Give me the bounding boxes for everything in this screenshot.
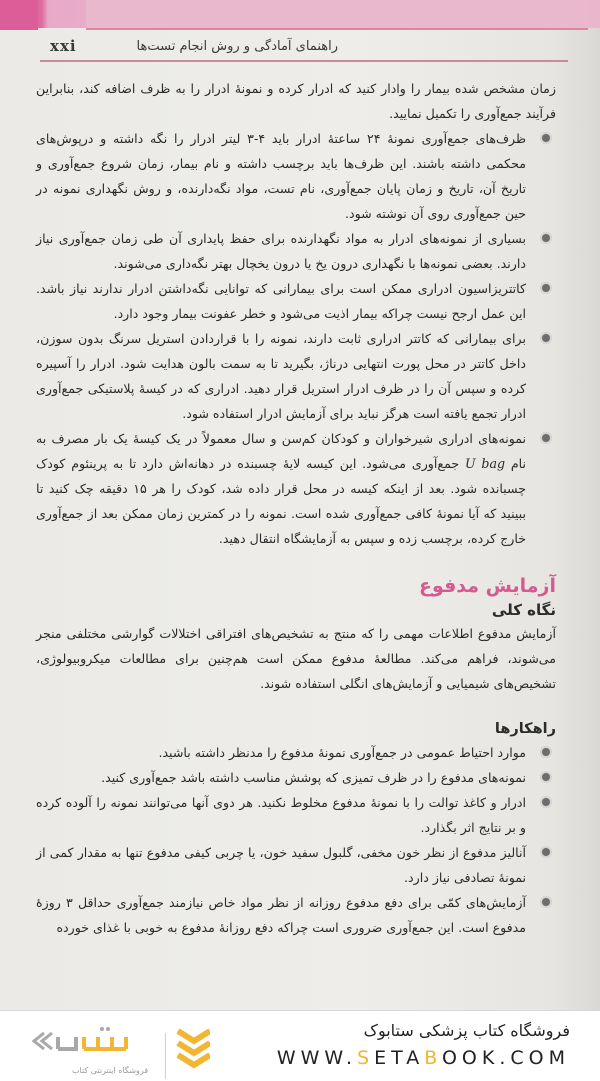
guidelines-heading: راهکارها [494,721,556,737]
page-content [36,76,556,940]
u-bag-term: U bag [464,456,506,471]
list-item: کاتتریزاسیون ادراری ممکن است برای بیمارانی که توانایی نگه‌داشتن ادرار ندارند نیاز باشد. این عمل ارجح نیست چراکه بیمار اذیت می‌شود و خطر عفونت بیمار وجود دارد. [36,276,556,326]
list-item: ظرف‌های جمع‌آوری نمونهٔ ۲۴ ساعتهٔ ادرار باید ۴-۳ لیتر ادرار را نگه داشته و درپوش‌های محکمی داشته باشند. این ظرف‌ها باید برچسب داشته و نام بیمار، زمان شروع جمع‌آوری و تاریخ آن، تاریخ و زمان پایان جمع‌آوری، نام تست، مواد نگه‌دارنده، و روش نگهداری نمونه در حین جمع‌آوری روی آن نوشته شود. [36,126,556,226]
list-item: بسیاری از نمونه‌های ادرار به مواد نگهدارنده برای حفظ پایداری آن طی زمان جمع‌آوری نیاز دارند. بعضی نمونه‌ها با نگهداری درون یخ یا درون یخچال بهتر نگه‌داری می‌شوند. [36,226,556,276]
running-header [40,32,568,62]
overview-paragraph: آزمایش مدفوع اطلاعات مهمی را که منتج به تشخیص‌های افتراقی اختلالات گوارشی مختلفی منجر می‌شوند، فراهم می‌کند. مطالعهٔ مدفوع ممکن است هم‌چنین برای مطالعات میکروبیولوژی، تشخیص‌های شیمیایی و آزمایش‌های انگلی استفاده شوند. [36,626,556,691]
list-item: برای بیمارانی که کاتتر ادراری ثابت دارند، نمونه را با قراردادن استریل سرنگ بدون سوزن، داخل کاتتر در محل پورت انتهایی درناژ، بگیرید تا به سمت بالون هدایت شود. ادرار را آسپیره کرده و سپس آن را در ظرف ادرار استریل قرار دهید. ادراری که در کیسهٔ پلاستیکی جمع‌آوری ادرار تجمع یافته است هرگز نباید برای آزمایش ادرار استفاده شود. [36,326,556,426]
bullet-icon [542,234,550,242]
header-band [86,0,588,30]
bullet-icon [542,798,550,806]
logo-divider [165,1033,166,1079]
bullet-icon [542,848,550,856]
list-item: ادرار و کاغذ توالت را با نمونهٔ مدفوع مخلوط نکنید. هر دوی آنها می‌توانند نمونه را آلوده کرده و بر نتایج اثر بگذارد. [36,790,556,840]
section-title: آزمایش مدفوع [418,575,556,597]
list-item: نمونه‌های مدفوع را در ظرف تمیزی که پوشش مناسب داشته باشد جمع‌آوری کنید. [36,765,556,790]
store-name: فروشگاه کتاب پزشکی ستابوک [363,1021,570,1040]
list-item: نمونه‌های ادراری شیرخواران و کودکان کم‌سن و سال معمولاً در یک کیسهٔ یک بار مصرف به نام U bag جمع‌آوری می‌شود. این کیسه لایهٔ چسبنده در دهانه‌اش دارد تا به پرینئوم کودک چسبانده شود. بعد از اینکه کیسه در محل قرار داده شد، کودک را هر ۱۵ دقیقه چک کنید تا ببینید که آیا نمونهٔ کافی جمع‌آوری شده است. نمونه را در کمترین زمان ممکن بعد از جمع‌آوری خارج کرده، برچسب زده و سپس به آزمایشگاه انتقال دهید. [36,426,556,551]
setabook-logo[interactable] [30,1023,210,1073]
list-item: آنالیز مدفوع از نظر خون مخفی، گلبول سفید خون، یا چربی کیفی مدفوع تنها به مقدار کمی از نمونهٔ تصادفی نیاز دارد. [36,840,556,890]
list-item: آزمایش‌های کمّی برای دفع مدفوع روزانه از نظر مواد خاص نیازمند جمع‌آوری حداقل ۳ روزهٔ مدفوع است. این جمع‌آوری ضروری است چراکه دفع روزانهٔ مدفوع به خوبی با غذای خورده [36,890,556,940]
page-number: xxi [50,37,77,55]
overview-heading: نگاه کلی [491,601,556,619]
list-item: موارد احتیاط عمومی در جمع‌آوری نمونهٔ مدفوع را مدنظر داشته باشید. [36,740,556,765]
bullet-icon [542,898,550,906]
bullet-icon [542,134,550,142]
chapter-tab-marker [0,0,38,30]
bullet-icon [542,434,550,442]
bullet-icon [542,334,550,342]
logo-tagline: فروشگاه اینترنتی کتاب [72,1066,149,1075]
bullet-icon [542,284,550,292]
page-top-band [0,0,600,28]
intro-paragraph: زمان مشخص شده بیمار را وادار کنید که ادرار کرده و نمونهٔ ادرار را به ظرف اضافه کند، بنابراین فرآیند جمع‌آوری را تکمیل نمایید. [36,81,556,121]
store-footer-banner [0,1010,600,1081]
bullet-icon [542,748,550,756]
chapter-title: راهنمای آمادگی و روش انجام تست‌ها [136,38,338,54]
store-url-link[interactable]: WWW.SETABOOK.COM [276,1047,570,1069]
bullet-icon [542,773,550,781]
